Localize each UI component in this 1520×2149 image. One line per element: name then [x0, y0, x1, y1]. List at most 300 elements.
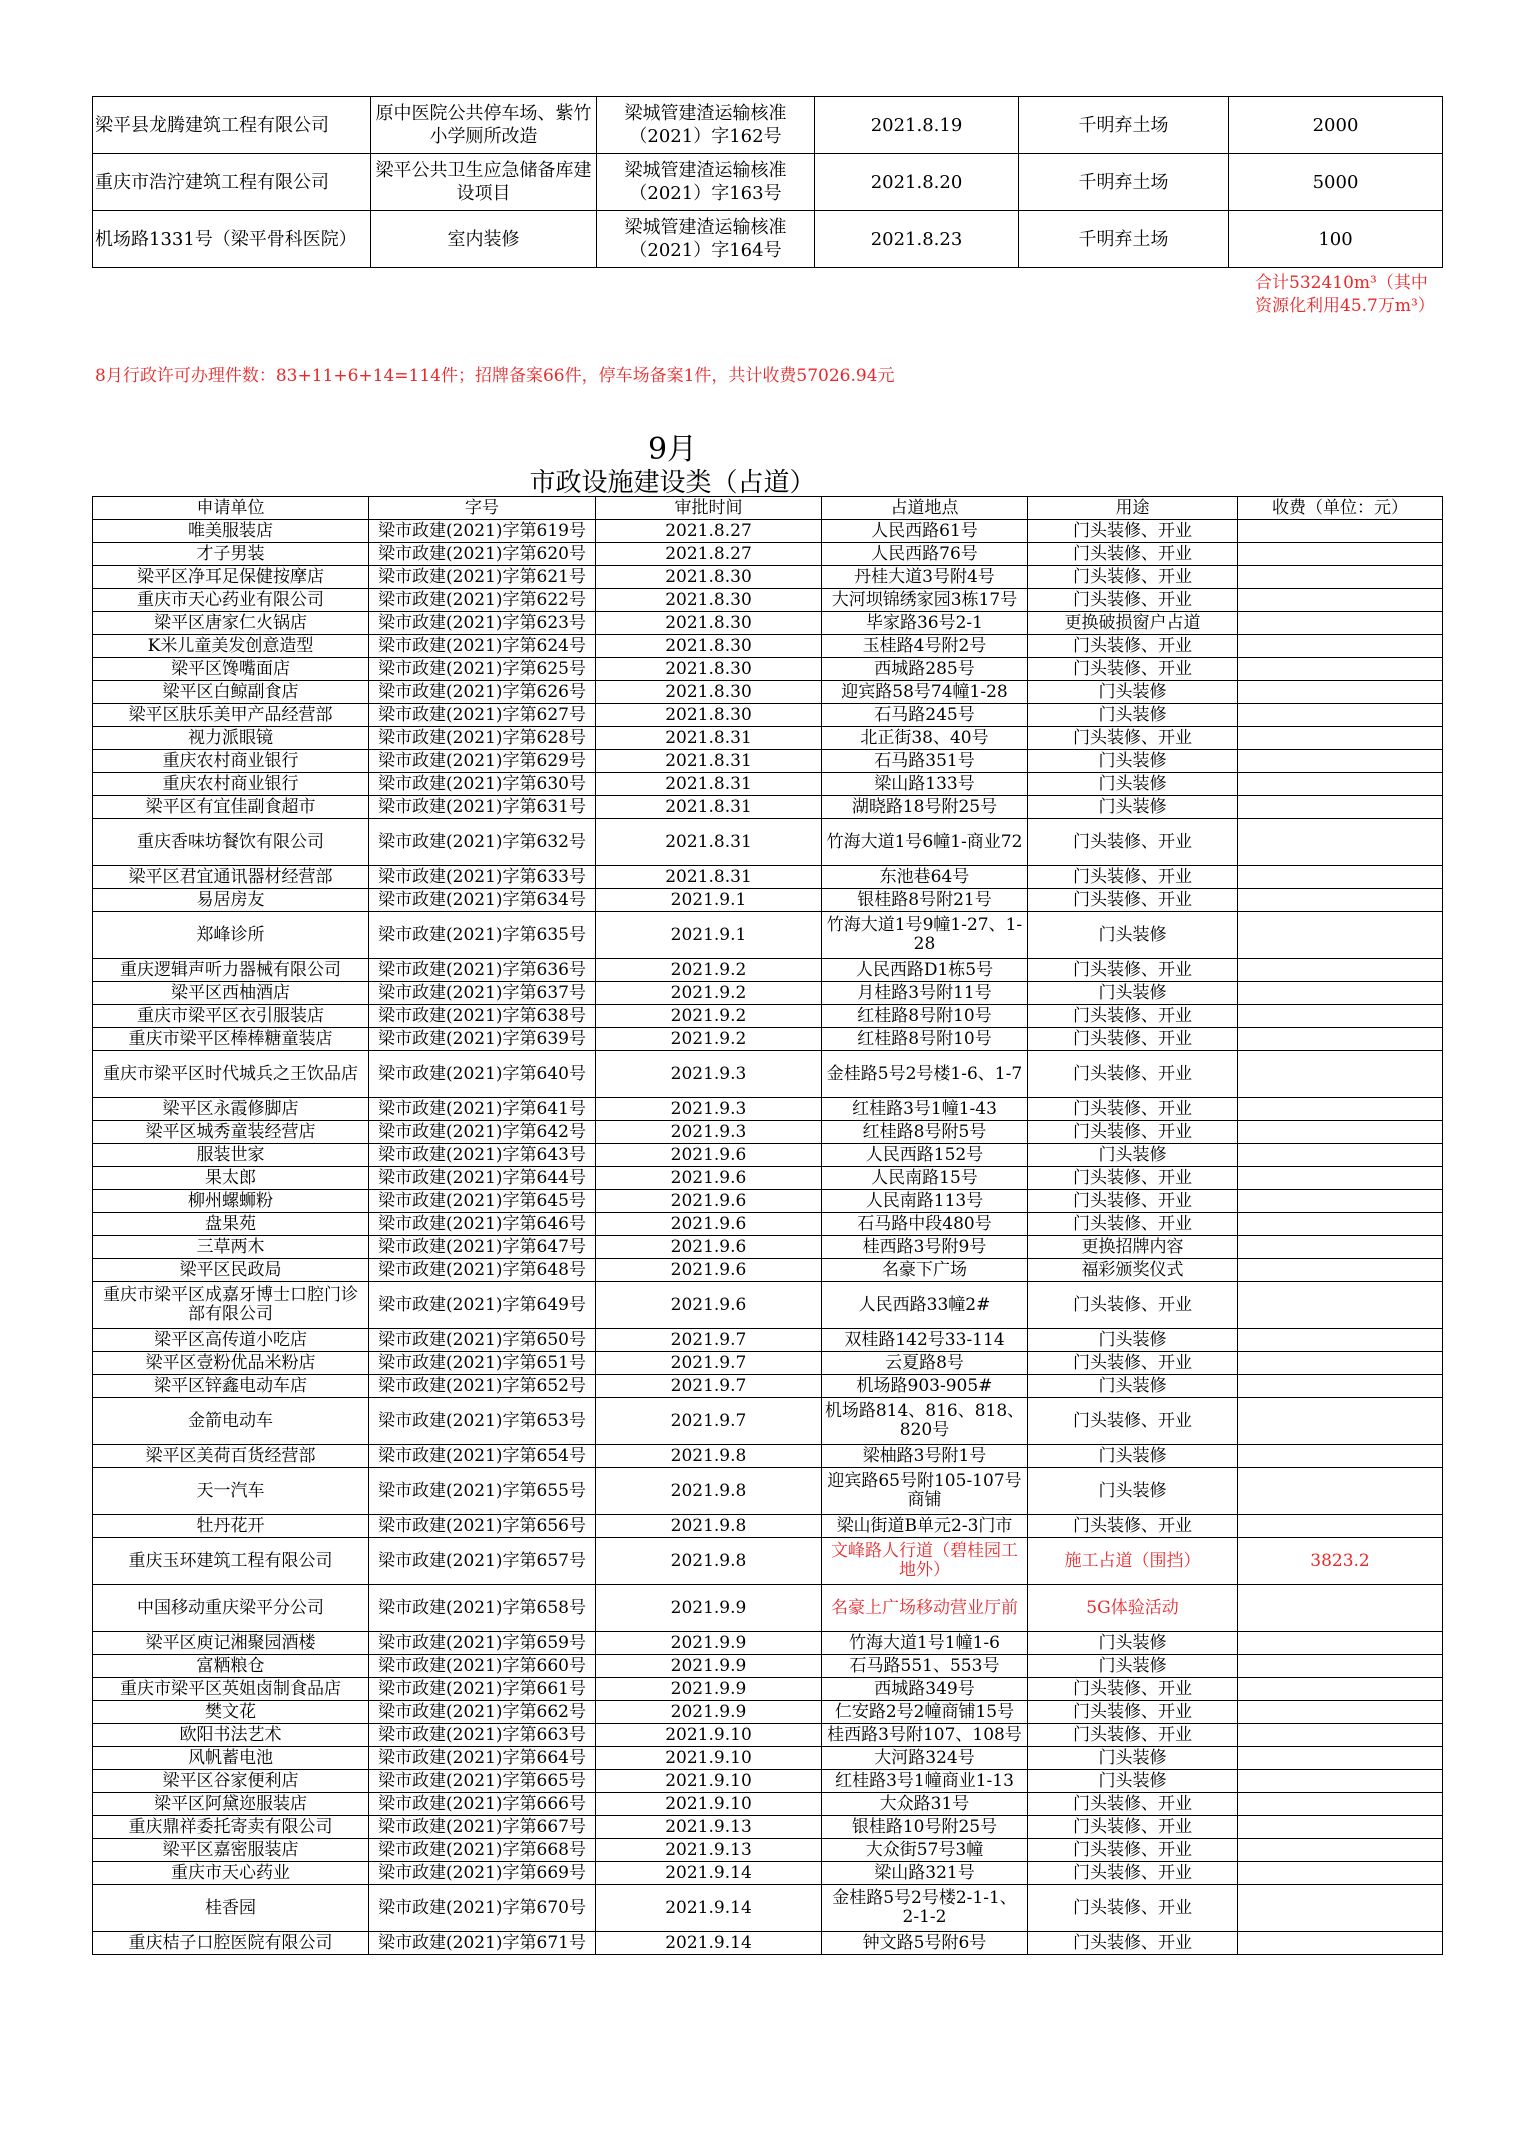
- table-row: [93, 704, 1443, 727]
- unit-cell: 梁平区城秀童装经营店: [93, 1121, 369, 1144]
- number-cell: 梁市政建(2021)字第667号: [369, 1816, 596, 1839]
- fee-cell: [1238, 1770, 1443, 1793]
- location-cell: 人民南路113号: [822, 1190, 1028, 1213]
- unit-cell: 唯美服装店: [93, 520, 369, 543]
- fee-cell: [1238, 1515, 1443, 1538]
- location-cell: 名豪上广场移动营业厅前: [822, 1585, 1028, 1632]
- fee-cell: [1238, 543, 1443, 566]
- number-cell: 梁市政建(2021)字第623号: [369, 612, 596, 635]
- number-cell: 梁市政建(2021)字第653号: [369, 1398, 596, 1445]
- unit-cell: 郑峰诊所: [93, 912, 369, 959]
- date-cell: 2021.9.2: [596, 959, 822, 982]
- fee-cell: [1238, 704, 1443, 727]
- use-cell: 门头装修: [1028, 773, 1238, 796]
- use-cell: 门头装修、开业: [1028, 566, 1238, 589]
- table-row: [93, 1468, 1443, 1515]
- location-cell: 竹海大道1号6幢1-商业72: [822, 819, 1028, 866]
- fee-cell: [1238, 1213, 1443, 1236]
- table-row: [93, 1375, 1443, 1398]
- unit-cell: 易居房友: [93, 889, 369, 912]
- unit-cell: 重庆市梁平区棒棒糖童装店: [93, 1028, 369, 1051]
- use-cell: 门头装修、开业: [1028, 1051, 1238, 1098]
- unit-cell: 梁平区嘉密服装店: [93, 1839, 369, 1862]
- date-cell: 2021.9.6: [596, 1259, 822, 1282]
- fee-cell: [1238, 1144, 1443, 1167]
- number-cell: 梁市政建(2021)字第620号: [369, 543, 596, 566]
- location-cell: 大河坝锦绣家园3栋17号: [822, 589, 1028, 612]
- number-cell: 梁市政建(2021)字第621号: [369, 566, 596, 589]
- fee-cell: [1238, 1005, 1443, 1028]
- location-cell: 迎宾路58号74幢1-28: [822, 681, 1028, 704]
- unit-cell: 天一汽车: [93, 1468, 369, 1515]
- number-cell: 梁市政建(2021)字第656号: [369, 1515, 596, 1538]
- table-row: [93, 1236, 1443, 1259]
- date-cell: 2021.9.1: [596, 889, 822, 912]
- fee-cell: [1238, 1098, 1443, 1121]
- fee-cell: [1238, 912, 1443, 959]
- date-cell: 2021.9.1: [596, 912, 822, 959]
- location-cell: 梁柚路3号附1号: [822, 1445, 1028, 1468]
- header-row: [93, 497, 1443, 520]
- date-cell: 2021.8.27: [596, 520, 822, 543]
- unit-cell: 重庆桔子口腔医院有限公司: [93, 1932, 369, 1955]
- table-row: [93, 727, 1443, 750]
- date-cell: 2021.9.10: [596, 1747, 822, 1770]
- table-row: [93, 796, 1443, 819]
- fee-cell: [1238, 681, 1443, 704]
- section-title: 市政设施建设类（占道）: [529, 468, 816, 498]
- date-cell: 2021.8.31: [596, 819, 822, 866]
- use-cell: 门头装修、开业: [1028, 1028, 1238, 1051]
- date-cell: 2021.9.7: [596, 1398, 822, 1445]
- location-cell: 竹海大道1号1幢1-6: [822, 1632, 1028, 1655]
- date-cell: 2021.9.6: [596, 1282, 822, 1329]
- fee-cell: [1238, 959, 1443, 982]
- table-row: [93, 1121, 1443, 1144]
- table-row: [93, 1585, 1443, 1632]
- use-cell: 门头装修、开业: [1028, 1793, 1238, 1816]
- table-row: [93, 589, 1443, 612]
- unit-cell: 重庆逻辑声听力器械有限公司: [93, 959, 369, 982]
- table-row: [93, 211, 1443, 268]
- table-row: [93, 1747, 1443, 1770]
- unit-cell: 梁平区民政局: [93, 1259, 369, 1282]
- number-cell: 梁市政建(2021)字第638号: [369, 1005, 596, 1028]
- use-cell: 门头装修: [1028, 796, 1238, 819]
- number-cell: 梁市政建(2021)字第657号: [369, 1538, 596, 1585]
- date-cell: 2021.9.8: [596, 1468, 822, 1515]
- table-row: [93, 1329, 1443, 1352]
- number-cell: 梁市政建(2021)字第659号: [369, 1632, 596, 1655]
- location-cell: 名豪下广场: [822, 1259, 1028, 1282]
- unit-cell: 桂香园: [93, 1885, 369, 1932]
- table-row: [93, 1445, 1443, 1468]
- fee-cell: [1238, 566, 1443, 589]
- fee-cell: [1238, 819, 1443, 866]
- fee-cell: [1238, 1167, 1443, 1190]
- location-cell: 梁山路133号: [822, 773, 1028, 796]
- fee-cell: [1238, 1701, 1443, 1724]
- location-cell: 银桂路8号附21号: [822, 889, 1028, 912]
- date-cell: 2021.8.30: [596, 566, 822, 589]
- location-cell: 双桂路142号33-114: [822, 1329, 1028, 1352]
- number-cell: 梁市政建(2021)字第635号: [369, 912, 596, 959]
- unit-cell: 重庆鼎祥委托寄卖有限公司: [93, 1816, 369, 1839]
- date-cell: 2021.9.3: [596, 1121, 822, 1144]
- date-cell: 2021.9.8: [596, 1538, 822, 1585]
- location-cell: 桂西路3号附9号: [822, 1236, 1028, 1259]
- date-cell: 2021.9.14: [596, 1932, 822, 1955]
- amount-cell: 100: [1229, 211, 1443, 268]
- unit-cell: 重庆市梁平区英姐卤制食品店: [93, 1678, 369, 1701]
- location-cell: 西城路349号: [822, 1678, 1028, 1701]
- location-cell: 人民西路61号: [822, 520, 1028, 543]
- location-cell: 石马路245号: [822, 704, 1028, 727]
- site-cell: 千明弃土场: [1019, 154, 1229, 211]
- table-row: [93, 1352, 1443, 1375]
- date-cell: 2021.8.30: [596, 612, 822, 635]
- unit-cell: 梁平区锌鑫电动车店: [93, 1375, 369, 1398]
- use-cell: 门头装修: [1028, 1329, 1238, 1352]
- table-row: [93, 154, 1443, 211]
- fee-cell: [1238, 982, 1443, 1005]
- fee-cell: [1238, 750, 1443, 773]
- table-row: [93, 773, 1443, 796]
- col-header-location: 占道地点: [822, 497, 1028, 520]
- fee-cell: [1238, 1862, 1443, 1885]
- fee-cell: [1238, 773, 1443, 796]
- table-row: [93, 819, 1443, 866]
- use-cell: 门头装修、开业: [1028, 1282, 1238, 1329]
- fee-cell: [1238, 1632, 1443, 1655]
- col-header-date: 审批时间: [596, 497, 822, 520]
- number-cell: 梁市政建(2021)字第651号: [369, 1352, 596, 1375]
- unit-cell: 重庆市天心药业有限公司: [93, 589, 369, 612]
- fee-cell: [1238, 889, 1443, 912]
- table-row: [93, 1213, 1443, 1236]
- date-cell: 2021.8.31: [596, 866, 822, 889]
- date-cell: 2021.8.20: [815, 154, 1019, 211]
- unit-cell: 服装世家: [93, 1144, 369, 1167]
- use-cell: 门头装修、开业: [1028, 866, 1238, 889]
- amount-cell: 2000: [1229, 97, 1443, 154]
- date-cell: 2021.9.8: [596, 1515, 822, 1538]
- unit-cell: 梁平区美荷百货经营部: [93, 1445, 369, 1468]
- number-cell: 梁市政建(2021)字第645号: [369, 1190, 596, 1213]
- table-row: [93, 750, 1443, 773]
- site-cell: 千明弃土场: [1019, 97, 1229, 154]
- date-cell: 2021.9.2: [596, 1028, 822, 1051]
- use-cell: 门头装修、开业: [1028, 589, 1238, 612]
- use-cell: 门头装修: [1028, 1770, 1238, 1793]
- date-cell: 2021.8.30: [596, 681, 822, 704]
- fee-cell: [1238, 796, 1443, 819]
- location-cell: 湖晓路18号附25号: [822, 796, 1028, 819]
- unit-cell: 金箭电动车: [93, 1398, 369, 1445]
- location-cell: 竹海大道1号9幢1-27、1-28: [822, 912, 1028, 959]
- unit-cell: 梁平区白鲸副食店: [93, 681, 369, 704]
- unit-cell: 盘果苑: [93, 1213, 369, 1236]
- location-cell: 梁山路321号: [822, 1862, 1028, 1885]
- use-cell: 门头装修、开业: [1028, 1352, 1238, 1375]
- unit-cell: 中国移动重庆梁平分公司: [93, 1585, 369, 1632]
- number-cell: 梁市政建(2021)字第622号: [369, 589, 596, 612]
- fee-cell: [1238, 1839, 1443, 1862]
- col-header-unit: 申请单位: [93, 497, 369, 520]
- table-row: [93, 1678, 1443, 1701]
- date-cell: 2021.9.14: [596, 1885, 822, 1932]
- number-cell: 梁市政建(2021)字第671号: [369, 1932, 596, 1955]
- date-cell: 2021.8.30: [596, 704, 822, 727]
- use-cell: 门头装修: [1028, 1632, 1238, 1655]
- use-cell: 门头装修、开业: [1028, 1885, 1238, 1932]
- unit-cell: 柳州螺蛳粉: [93, 1190, 369, 1213]
- date-cell: 2021.8.30: [596, 635, 822, 658]
- fee-cell: [1238, 866, 1443, 889]
- unit-cell: 重庆农村商业银行: [93, 773, 369, 796]
- fee-cell: [1238, 1028, 1443, 1051]
- table-row: [93, 566, 1443, 589]
- unit-cell: 欧阳书法艺术: [93, 1724, 369, 1747]
- date-cell: 2021.9.10: [596, 1793, 822, 1816]
- unit-cell: 牡丹花开: [93, 1515, 369, 1538]
- date-cell: 2021.9.10: [596, 1724, 822, 1747]
- fee-cell: [1238, 1121, 1443, 1144]
- location-cell: 机场路814、816、818、820号: [822, 1398, 1028, 1445]
- table-row: [93, 959, 1443, 982]
- table-row: [93, 1282, 1443, 1329]
- date-cell: 2021.8.31: [596, 796, 822, 819]
- fee-cell: [1238, 635, 1443, 658]
- road-occupancy-table: [92, 496, 1443, 1955]
- use-cell: 门头装修、开业: [1028, 1167, 1238, 1190]
- fee-cell: [1238, 520, 1443, 543]
- fee-cell: [1238, 1932, 1443, 1955]
- number-cell: 梁市政建(2021)字第654号: [369, 1445, 596, 1468]
- table-row: [93, 1051, 1443, 1098]
- date-cell: 2021.8.31: [596, 750, 822, 773]
- fee-cell: [1238, 1655, 1443, 1678]
- table-row: [93, 1190, 1443, 1213]
- unit-cell: 重庆市梁平区衣引服装店: [93, 1005, 369, 1028]
- location-cell: 月桂路3号附11号: [822, 982, 1028, 1005]
- location-cell: 梁山街道B单元2-3门市: [822, 1515, 1028, 1538]
- date-cell: 2021.9.9: [596, 1655, 822, 1678]
- location-cell: 石马路351号: [822, 750, 1028, 773]
- location-cell: 石马路551、553号: [822, 1655, 1028, 1678]
- date-cell: 2021.8.31: [596, 727, 822, 750]
- use-cell: 门头装修、开业: [1028, 1121, 1238, 1144]
- total-volume-note: 合计532410m³（其中资源化利用45.7万m³）: [1255, 273, 1435, 316]
- fee-cell: [1238, 1352, 1443, 1375]
- unit-cell: 才子男装: [93, 543, 369, 566]
- use-cell: 门头装修、开业: [1028, 1816, 1238, 1839]
- location-cell: 人民西路76号: [822, 543, 1028, 566]
- location-cell: 红桂路8号附10号: [822, 1028, 1028, 1051]
- amount-cell: 5000: [1229, 154, 1443, 211]
- location-cell: 仁安路2号2幢商铺15号: [822, 1701, 1028, 1724]
- use-cell: 门头装修: [1028, 982, 1238, 1005]
- use-cell: 门头装修、开业: [1028, 1190, 1238, 1213]
- fee-cell: [1238, 612, 1443, 635]
- number-cell: 梁市政建(2021)字第642号: [369, 1121, 596, 1144]
- unit-cell: K米儿童美发创意造型: [93, 635, 369, 658]
- number-cell: 梁市政建(2021)字第662号: [369, 1701, 596, 1724]
- table-row: [93, 1816, 1443, 1839]
- table-row: [93, 982, 1443, 1005]
- fee-cell: [1238, 1259, 1443, 1282]
- number-cell: 梁市政建(2021)字第665号: [369, 1770, 596, 1793]
- number-cell: 梁市政建(2021)字第669号: [369, 1862, 596, 1885]
- table-row: [93, 1862, 1443, 1885]
- fee-cell: [1238, 1282, 1443, 1329]
- number-cell: 梁市政建(2021)字第636号: [369, 959, 596, 982]
- date-cell: 2021.9.6: [596, 1144, 822, 1167]
- location-cell: 红桂路8号附5号: [822, 1121, 1028, 1144]
- unit-cell: 樊文花: [93, 1701, 369, 1724]
- use-cell: 门头装修、开业: [1028, 1515, 1238, 1538]
- table-row: [93, 1259, 1443, 1282]
- col-header-fee: 收费（单位：元）: [1238, 497, 1443, 520]
- use-cell: 施工占道（围挡）: [1028, 1538, 1238, 1585]
- number-cell: 梁市政建(2021)字第633号: [369, 866, 596, 889]
- number-cell: 梁市政建(2021)字第649号: [369, 1282, 596, 1329]
- unit-cell: 重庆农村商业银行: [93, 750, 369, 773]
- unit-cell: 富粞粮仓: [93, 1655, 369, 1678]
- number-cell: 梁市政建(2021)字第646号: [369, 1213, 596, 1236]
- location-cell: 毕家路36号2-1: [822, 612, 1028, 635]
- table-row: [93, 1724, 1443, 1747]
- number-cell: 梁市政建(2021)字第652号: [369, 1375, 596, 1398]
- use-cell: 门头装修: [1028, 681, 1238, 704]
- fee-cell: [1238, 727, 1443, 750]
- table-row: [93, 1632, 1443, 1655]
- table-row: [93, 635, 1443, 658]
- table-row: [93, 1167, 1443, 1190]
- use-cell: 门头装修: [1028, 912, 1238, 959]
- date-cell: 2021.9.13: [596, 1839, 822, 1862]
- number-cell: 梁市政建(2021)字第644号: [369, 1167, 596, 1190]
- date-cell: 2021.9.2: [596, 982, 822, 1005]
- location-cell: 人民西路33幢2#: [822, 1282, 1028, 1329]
- table-row: [93, 543, 1443, 566]
- date-cell: 2021.9.6: [596, 1167, 822, 1190]
- table-row: [93, 1655, 1443, 1678]
- unit-cell: 梁平区壹粉优品米粉店: [93, 1352, 369, 1375]
- use-cell: 门头装修、开业: [1028, 1839, 1238, 1862]
- date-cell: 2021.8.23: [815, 211, 1019, 268]
- fee-cell: [1238, 1816, 1443, 1839]
- number-cell: 梁市政建(2021)字第660号: [369, 1655, 596, 1678]
- fee-cell: [1238, 1236, 1443, 1259]
- unit-cell: 重庆香味坊餐饮有限公司: [93, 819, 369, 866]
- table-row: [93, 612, 1443, 635]
- unit-cell: 梁平区高传道小吃店: [93, 1329, 369, 1352]
- date-cell: 2021.8.19: [815, 97, 1019, 154]
- date-cell: 2021.9.7: [596, 1352, 822, 1375]
- august-transport-table: [92, 96, 1443, 268]
- number-cell: 梁市政建(2021)字第626号: [369, 681, 596, 704]
- unit-cell: 梁平区有宜佳副食超市: [93, 796, 369, 819]
- date-cell: 2021.9.6: [596, 1236, 822, 1259]
- use-cell: 门头装修、开业: [1028, 1005, 1238, 1028]
- location-cell: 红桂路8号附10号: [822, 1005, 1028, 1028]
- unit-cell: 三草两木: [93, 1236, 369, 1259]
- location-cell: 金桂路5号2号楼1-6、1-7: [822, 1051, 1028, 1098]
- table-row: [93, 1098, 1443, 1121]
- use-cell: 门头装修、开业: [1028, 658, 1238, 681]
- permit-cell: 梁城管建渣运输核准（2021）字164号: [597, 211, 815, 268]
- use-cell: 门头装修: [1028, 1445, 1238, 1468]
- table-row: [93, 1793, 1443, 1816]
- location-cell: 红桂路3号1幢商业1-13: [822, 1770, 1028, 1793]
- number-cell: 梁市政建(2021)字第637号: [369, 982, 596, 1005]
- date-cell: 2021.8.27: [596, 543, 822, 566]
- number-cell: 梁市政建(2021)字第641号: [369, 1098, 596, 1121]
- number-cell: 梁市政建(2021)字第663号: [369, 1724, 596, 1747]
- fee-cell: [1238, 658, 1443, 681]
- unit-cell: 重庆玉环建筑工程有限公司: [93, 1538, 369, 1585]
- table-row: [93, 520, 1443, 543]
- table-row: [93, 1885, 1443, 1932]
- use-cell: 门头装修: [1028, 1747, 1238, 1770]
- date-cell: 2021.8.30: [596, 589, 822, 612]
- table-row: [93, 1770, 1443, 1793]
- date-cell: 2021.9.9: [596, 1678, 822, 1701]
- use-cell: 门头装修: [1028, 750, 1238, 773]
- unit-cell: 梁平区永霞修脚店: [93, 1098, 369, 1121]
- date-cell: 2021.9.9: [596, 1585, 822, 1632]
- number-cell: 梁市政建(2021)字第661号: [369, 1678, 596, 1701]
- use-cell: 门头装修、开业: [1028, 727, 1238, 750]
- table-row: [93, 866, 1443, 889]
- use-cell: 更换招牌内容: [1028, 1236, 1238, 1259]
- number-cell: 梁市政建(2021)字第629号: [369, 750, 596, 773]
- fee-cell: [1238, 1585, 1443, 1632]
- table-row: [93, 1028, 1443, 1051]
- unit-cell: 视力派眼镜: [93, 727, 369, 750]
- location-cell: 人民西路D1栋5号: [822, 959, 1028, 982]
- date-cell: 2021.9.2: [596, 1005, 822, 1028]
- date-cell: 2021.9.14: [596, 1862, 822, 1885]
- number-cell: 梁市政建(2021)字第666号: [369, 1793, 596, 1816]
- col-header-number: 字号: [369, 497, 596, 520]
- number-cell: 梁市政建(2021)字第643号: [369, 1144, 596, 1167]
- use-cell: 门头装修、开业: [1028, 1701, 1238, 1724]
- location-cell: 石马路中段480号: [822, 1213, 1028, 1236]
- number-cell: 梁市政建(2021)字第631号: [369, 796, 596, 819]
- number-cell: 梁市政建(2021)字第632号: [369, 819, 596, 866]
- location-cell: 西城路285号: [822, 658, 1028, 681]
- permit-cell: 梁城管建渣运输核准（2021）字162号: [597, 97, 815, 154]
- number-cell: 梁市政建(2021)字第630号: [369, 773, 596, 796]
- fee-cell: [1238, 1445, 1443, 1468]
- date-cell: 2021.9.6: [596, 1213, 822, 1236]
- location-cell: 东池巷64号: [822, 866, 1028, 889]
- number-cell: 梁市政建(2021)字第668号: [369, 1839, 596, 1862]
- use-cell: 门头装修、开业: [1028, 1932, 1238, 1955]
- august-summary: 8月行政许可办理件数：83+11+6+14=114件；招牌备案66件，停车场备案1件，共计收费57026.94元: [95, 366, 895, 386]
- use-cell: 门头装修、开业: [1028, 1678, 1238, 1701]
- location-cell: 红桂路3号1幢1-43: [822, 1098, 1028, 1121]
- number-cell: 梁市政建(2021)字第648号: [369, 1259, 596, 1282]
- number-cell: 梁市政建(2021)字第640号: [369, 1051, 596, 1098]
- location-cell: 钟文路5号附6号: [822, 1932, 1028, 1955]
- month-title: 9月: [647, 432, 698, 467]
- use-cell: 福彩颁奖仪式: [1028, 1259, 1238, 1282]
- unit-cell: 梁平区馋嘴面店: [93, 658, 369, 681]
- number-cell: 梁市政建(2021)字第664号: [369, 1747, 596, 1770]
